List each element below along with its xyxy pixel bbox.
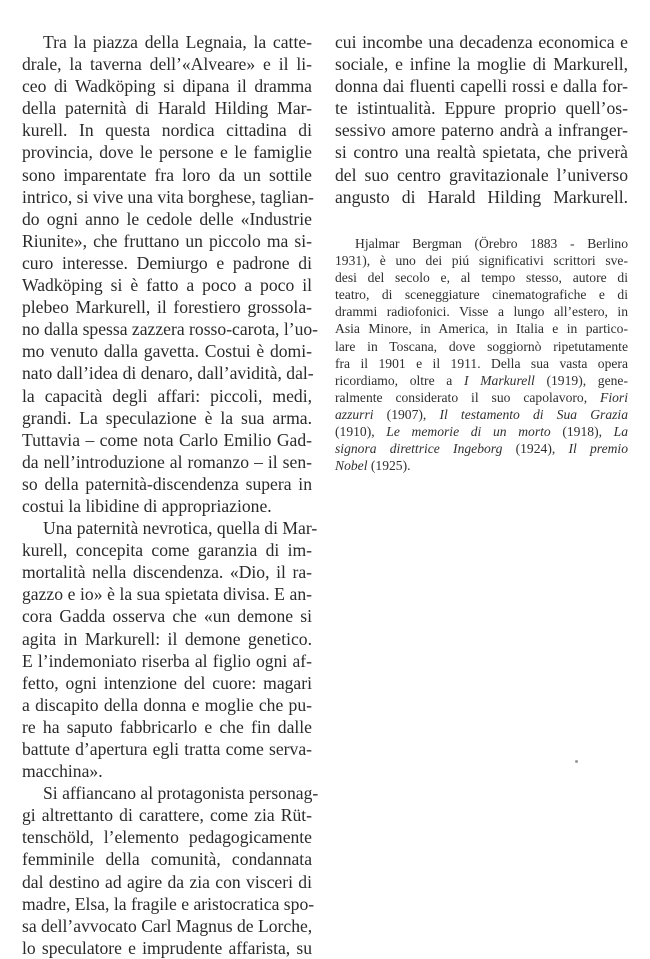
text-line: E l’indemoniato riserba al figlio ogni af- — [22, 650, 312, 671]
work-title: Fiori — [600, 389, 628, 405]
text-line: mortalità nella discendenza. «Dio, il ra- — [22, 562, 312, 583]
text-line: da nell’introduzione al romanzo – il sen- — [22, 451, 312, 472]
text-line: dal destino ad agire da zia con visceri di — [22, 871, 312, 892]
work-title: signora direttrice Ingeborg — [335, 441, 503, 457]
bio-text: (1918), — [550, 424, 614, 440]
bio-text: fra il 1901 e il 1911. Della sua vasta opera — [335, 355, 628, 371]
text-line: Una paternità nevrotica, quella di Mar- — [43, 518, 318, 539]
bio-text: desi del secolo e, al tempo stesso, autore di — [335, 270, 628, 286]
text-line: kurell. In questa nordica cittadina di — [22, 120, 312, 141]
text-line: plebeo Markurell, il forestiero grossola- — [22, 297, 312, 318]
text-line: re ha saputo fabbricarlo e che fin dalle — [22, 716, 312, 737]
text-line: gazzo e io» è la sua spietata divisa. E an- — [22, 584, 312, 605]
author-biography — [335, 235, 628, 474]
bio-line — [335, 389, 628, 406]
text-line: do ogni anno le cedole delle «Industrie — [22, 208, 312, 229]
text-line: si contro una realtà spietata, che priverà — [335, 142, 628, 163]
bio-line — [335, 457, 628, 474]
bio-line — [335, 303, 628, 320]
text-line: della paternità di Harald Hilding Mar- — [22, 98, 312, 119]
text-line: te istintualità. Eppure proprio quell’os- — [335, 98, 628, 119]
right-column-text — [335, 31, 628, 208]
text-line: donna dai fluenti capelli rossi e dalla for- — [335, 76, 628, 97]
bio-text: (1924), — [502, 441, 569, 457]
bio-text: teatro, di sceneggiature cinematografiche e di — [335, 287, 628, 303]
text-line: la capacità degli affari: piccoli, medi, — [22, 385, 312, 406]
text-line: Tra la piazza della Legnaia, la catte- — [43, 32, 312, 52]
text-line: ceo di Wadköping si dipana il dramma — [22, 76, 312, 97]
text-line: Si affiancano al protagonista personag- — [43, 783, 319, 804]
bio-text: (1907), — [373, 406, 440, 422]
left-column-text — [22, 31, 319, 959]
work-title: Nobel — [335, 458, 368, 474]
bio-text: ricordiamo, oltre a — [335, 372, 464, 388]
bio-line — [335, 252, 628, 269]
bio-text: (1919), gene- — [534, 372, 628, 388]
text-line: a discapito della donna e moglie che pu- — [22, 694, 312, 715]
bio-line — [335, 423, 628, 440]
text-line: cui incombe una decadenza economica e — [335, 32, 628, 52]
text-line: angusto di Harald Hilding Markurell. — [335, 186, 628, 207]
work-title: La — [613, 424, 628, 440]
work-title: Il testamento di Sua Grazia — [439, 406, 628, 422]
text-line: Wadköping si è fatto a poco a poco il — [22, 275, 312, 296]
text-line: kurell, concepita come garanzia di im- — [22, 540, 312, 561]
work-title: Le memorie di un morto — [386, 424, 551, 440]
work-title: I Markurell — [464, 372, 535, 388]
bio-line — [335, 338, 628, 355]
bio-line — [335, 372, 628, 389]
bio-line — [335, 235, 628, 252]
text-line: gi altrettanto di carattere, come zia Rüt- — [22, 805, 312, 826]
text-line: Riunite», che fruttano un piccolo ma si- — [22, 230, 312, 251]
text-line: sessivo amore paterno andrà a infranger- — [335, 120, 628, 141]
text-line: agita in Markurell: il demone genetico. — [22, 628, 312, 649]
work-title: azzurri — [335, 406, 374, 422]
text-line: nato dall’idea di denaro, dall’avidità, dal- — [22, 363, 314, 384]
text-line: lo speculatore e imprudente affarista, su — [22, 937, 312, 958]
bio-text: 1931), è uno dei piú significativi scrittori sve- — [335, 253, 628, 269]
bio-line — [335, 286, 628, 303]
text-line: Tuttavia – come nota Carlo Emilio Gad- — [22, 429, 312, 450]
text-line: del suo centro gravitazionale l’universo — [335, 164, 628, 185]
bio-text: Hjalmar Bergman (Örebro 1883 - Berlino — [355, 236, 628, 251]
text-line: no dalla spessa zazzera rosso-carota, l’uo- — [22, 319, 319, 340]
work-title: Il premio — [568, 441, 628, 457]
bio-text: Asia Minore, in America, in Italia e in partico- — [335, 321, 628, 337]
text-line: so della paternità-discendenza supera in — [22, 473, 312, 494]
text-line: tenschöld, l’elemento pedagogicamente — [22, 827, 312, 848]
text-line: sono imparentate fra loro da un sottile — [22, 164, 312, 185]
bio-line — [335, 320, 628, 337]
bio-line — [335, 406, 628, 423]
paper-speck — [575, 760, 578, 763]
bio-text: (1925). — [367, 458, 411, 474]
text-line: femminile della comunità, condannata — [22, 849, 312, 870]
text-line: drale, la taverna dell’«Alveare» e il li- — [22, 54, 312, 75]
text-line: cora Gadda osserva che «un demone si — [22, 606, 312, 627]
text-line: macchina». — [22, 761, 103, 782]
bio-line — [335, 355, 628, 372]
bio-text: (1910), — [335, 424, 387, 440]
bio-line — [335, 440, 628, 457]
text-line: fetto, ogni intenzione del cuore: magari — [22, 672, 312, 693]
text-line: mo venuto dalla gavetta. Costui è domi- — [22, 341, 312, 362]
text-line: battute d’apertura egli tratta come serva- — [22, 739, 312, 759]
text-line: intrico, si vive una vita borghese, taglian- — [22, 186, 314, 207]
text-line: grandi. La speculazione è la sua arma. — [22, 407, 312, 428]
text-line: curo interesse. Demiurgo e padrone di — [22, 252, 312, 273]
text-line: sa dell’avvocato Carl Magnus de Lorche, — [22, 915, 313, 936]
text-line: provincia, dove le persone e le famiglie — [22, 142, 312, 163]
bio-line — [335, 269, 628, 286]
bio-text: drammi radiofonici. Visse a lungo all’estero, in — [335, 304, 628, 320]
text-line: costui la libidine di appropriazione. — [22, 495, 272, 516]
text-line: madre, Elsa, la fragile e aristocratica spo- — [22, 893, 315, 914]
bio-text: ralmente considerato il suo capolavoro, — [335, 389, 601, 405]
bio-text: lare in Toscana, dove soggiornò ripetutamente — [335, 338, 628, 354]
text-line: sociale, e infine la moglie di Markurell, — [335, 54, 628, 75]
